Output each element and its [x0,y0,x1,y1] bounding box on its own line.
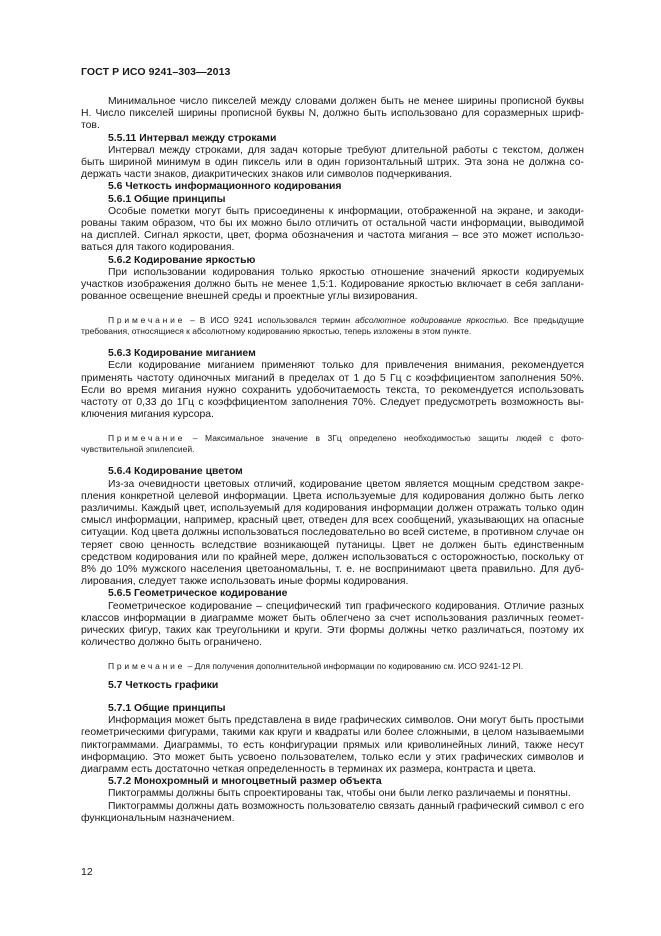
section-5-6-2-text: При использовании кодирования только яркостью отношение значений яркости кодируемых участков изображения должно быть не менее 1,5:1. Кодирование яркостью включает в себя запланированное освещение внешней среды и проектные углы визирования. [81,266,584,303]
note-label: Примечание [108,433,186,444]
section-5-6-1-heading: 5.6.1 Общие принципы [108,193,226,205]
note-label: Примечание [108,315,186,326]
note-5-6-5 [81,661,584,671]
document-header: ГОСТ Р ИСО 9241–303—2013 [81,66,231,78]
note-5-6-2 [81,315,584,336]
section-5-5-11-text: Интервал между строками, для задач которые требуют длительной работы с текстом, должен быть шириной минимум в один пиксель или в один горизонтальный штрих. Эта зона не должна содержать части знаков, диакритических знаков или символов подчеркивания. [81,144,584,181]
note-text: – Для получения дополнительной информации по кодированию см. ИСО 9241-12 PI. [185,661,524,672]
section-5-6-3-heading: 5.6.3 Кодирование миганием [108,348,256,360]
page-number: 12 [81,866,93,878]
section-5-7-1-heading: 5.7.1 Общие принципы [108,702,226,714]
section-5-6-5-heading: 5.6.5 Геометрическое кодирование [108,588,288,600]
intro-paragraph: Минимальное число пикселей между словами должен быть не менее ширины прописной буквы Н. Число пикселей ширины прописной буквы N, должно быть использовано для соразмерных шрифтов. [81,96,584,132]
note-label: Примечание [108,661,186,672]
section-5-7-heading: 5.7 Четкость графики [108,679,219,691]
section-5-7-1-text: Информация может быть представлена в виде графических символов. Они могут быть простыми геометрическими фигурами, такими как круги и квадраты или более сложными, в целом называемыми пиктограммами. Диаграммы, то есть конфигурации прямых или криволинейных линий, также несут информацию. Это может быть усвоено пользователем, только если у этих графических символов и диаграмм есть достаточно четкая определенность в терминах их размера, контраста и цвета. [81,715,584,775]
section-5-6-3-text: Если кодирование миганием применяют только для привлечения внимания, рекомендуется применять частоту одиночных миганий в пределах от 1 до 5 Гц с коэффициентом заполнения 50%. Если во время мигания нужно сохранить удобочитаемость текста, то рекомендуется использовать частоту от 0,33 до 1Гц с коэффициентом заполнения 70%. Следует предусмотреть возможность выключения мигания курсора. [81,360,584,421]
section-5-6-5-text: Геометрическое кодирование – специфический тип графического кодирования. Отличие разных классов информации в диаграмме может быть облегчено за счет использования различных геометрических фигур, таких как треугольники и круги. Эти формы должны четко различаться, поэтому их количество должно быть ограничено. [81,600,584,649]
note-term: абсолютное кодирование яркостью. [355,315,509,326]
section-5-5-11-heading: 5.5.11 Интервал между строками [108,132,277,144]
section-5-7-2-text-2: Пиктограммы должны дать возможность пользователю связать данный графический символ с его функциональным назначением. [81,800,584,824]
section-5-6-2-heading: 5.6.2 Кодирование яркостью [108,254,256,266]
document-body [81,96,584,825]
note-5-6-3 [81,433,584,454]
section-5-7-2-text-1: Пиктограммы должны быть спроектированы так, чтобы они были легко различаемы и понятны. [108,788,571,800]
note-text: Все предыдущие требования, относящиеся к абсолютному кодированию яркостью, теперь изложены в этом пункте. [81,315,584,336]
section-5-6-4-heading: 5.6.4 Кодирование цветом [108,466,243,478]
section-5-6-1-text: Особые пометки могут быть присоединены к информации, отображенной на экране, и закодированы таким образом, что бы их можно было отличить от остальной части информации, выводимой на дисплей. Сигнал яркости, цвет, форма обозначения и частота мигания – все это может использоваться для такого кодирования. [81,205,584,254]
section-5-6-heading: 5.6 Четкость информационного кодирования [108,181,342,193]
note-text: – В ИСО 9241 использовался термин [185,315,356,326]
section-5-7-2-heading: 5.7.2 Монохромный и многоцветный размер объекта [108,776,382,788]
note-text: – Максимальное значение в 3Гц определено необходимостью защиты людей с фоточувствительной эпилепсией. [81,433,584,454]
section-5-6-4-text: Из-за очевидности цветовых отличий, кодирование цветом является мощным средством закрепления конкретной целевой информации. Цвета используемые для кодирования должно быть легко различимы. Каждый цвет, используемый для кодирования информации должен отражать только один смысл информации, например, красный цвет, отведен для всех сообщений, указывающих на опасные ситуации. Код цвета должны использоваться последовательно во всей системе, в противном случае он теряет свою ценность вследствие возникающей путаницы. Цвет не должен быть единственным средством кодирования или по крайней мере, должен использоваться с осторожностью, поскольку от 8% до 10% мужского населения цветоаномальны, т. е. не воспринимают цвета правильно. Для дублирования, следует также использовать иные формы кодирования. [81,478,584,588]
